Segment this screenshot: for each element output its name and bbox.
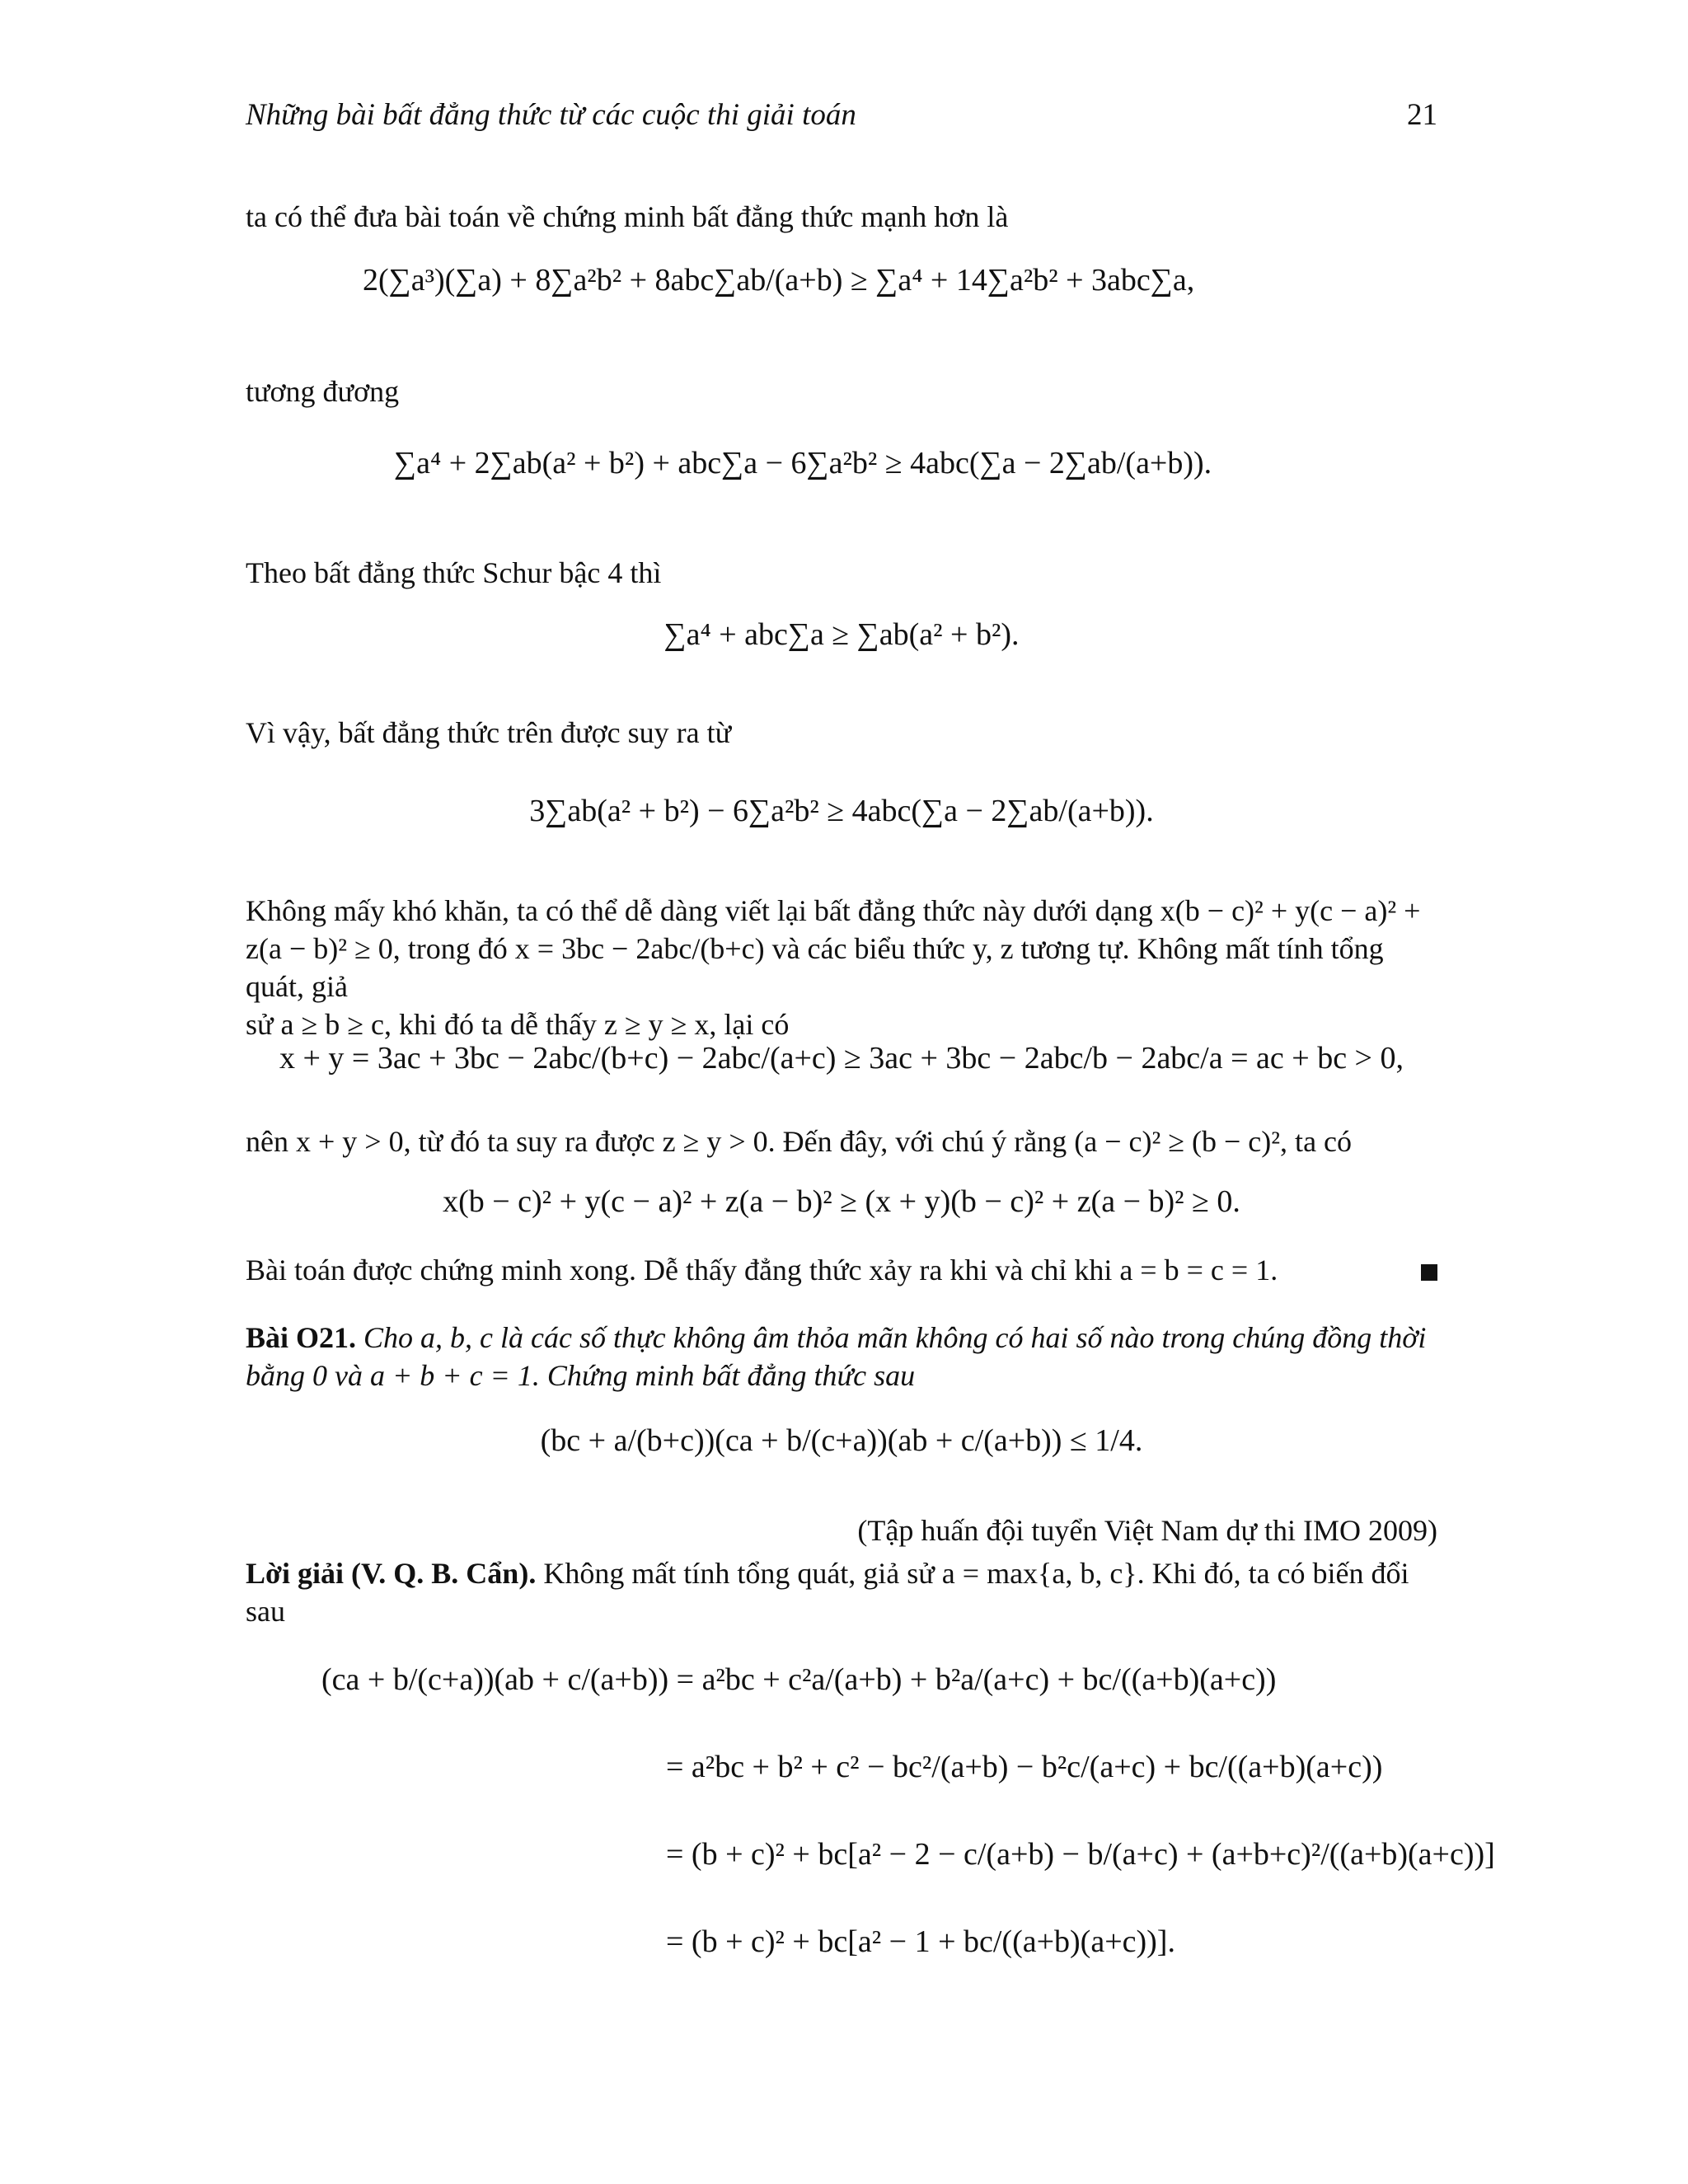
equation-8-line-2	[666, 1749, 1382, 1785]
paragraph-schur-text: Theo bất đẳng thức Schur bậc 4 thì	[246, 556, 662, 589]
solution-text-2: sau	[246, 1595, 285, 1628]
equation-7-text: (bc + a/(b+c))(ca + b/(c+a))(ab + c/(a+b)) ≤ 1/4.	[540, 1423, 1143, 1458]
header-title: Những bài bất đẳng thức từ các cuộc thi giải toán	[246, 98, 856, 132]
paragraph-conclude: nên x + y > 0, từ đó ta suy ra được z ≥ y > 0. Đến đây, với chú ý rằng (a − c)² ≥ (b − c)², ta có	[246, 1125, 1353, 1158]
solution-text-1: Không mất tính tổng quát, giả sử a = max{a, b, c}. Khi đó, ta có biến đổi	[543, 1557, 1409, 1590]
equation-1-text: 2(∑a³)(∑a) + 8∑a²b² + 8abc∑ab/(a+b) ≥ ∑a⁴ + 14∑a²b² + 3abc∑a,	[363, 263, 1195, 298]
solution-line-1	[246, 1554, 1437, 1592]
paragraph-therefore: Vì vậy, bất đẳng thức trên được suy ra từ	[246, 716, 732, 749]
problem-text-1: Cho a, b, c là các số thực không âm thỏa mãn không có hai số nào trong chúng đồng thời	[363, 1321, 1427, 1354]
problem-label: Bài O21.	[246, 1321, 357, 1354]
problem-source: (Tập huấn đội tuyển Việt Nam dự thi IMO 2009)	[857, 1514, 1437, 1547]
running-header	[246, 97, 1437, 138]
equation-3	[246, 616, 1437, 653]
equation-6	[246, 1183, 1437, 1220]
problem-line-2	[246, 1357, 1437, 1394]
equation-7	[246, 1422, 1437, 1459]
paragraph-rewrite-line-3: sử a ≥ b ≥ c, khi đó ta dễ thấy z ≥ y ≥ x, lại có	[246, 1008, 790, 1041]
equation-4	[246, 793, 1437, 829]
equation-8-line-3-text: = (b + c)² + bc[a² − 2 − c/(a+b) − b/(a+c) + (a+b+c)²/((a+b)(a+c))]	[666, 1837, 1495, 1872]
equation-3-text: ∑a⁴ + abc∑a ≥ ∑ab(a² + b²).	[663, 617, 1020, 652]
equation-8-line-1	[321, 1661, 1276, 1698]
paragraph-rewrite-line-1: Không mấy khó khăn, ta có thể dễ dàng viết lại bất đẳng thức này dưới dạng x(b − c)² + y(c − a)² +	[246, 894, 1421, 927]
problem-text-2: bằng 0 và a + b + c = 1. Chứng minh bất đẳng thức sau	[246, 1359, 916, 1392]
equation-5	[246, 1040, 1437, 1076]
paragraph-equivalent: tương đương	[246, 375, 400, 408]
solution-label: Lời giải (V. Q. B. Cẩn).	[246, 1557, 537, 1590]
equation-5-text: x + y = 3ac + 3bc − 2abc/(b+c) − 2abc/(a+c) ≥ 3ac + 3bc − 2abc/b − 2abc/a = ac + bc > 0,	[279, 1041, 1404, 1076]
problem-statement	[246, 1319, 1437, 1394]
qed-square-icon	[1421, 1264, 1437, 1281]
equation-1	[363, 262, 1194, 298]
paragraph-schur	[246, 554, 1437, 592]
equation-8-line-4	[666, 1924, 1175, 1960]
equation-2-text: ∑a⁴ + 2∑ab(a² + b²) + abc∑a − 6∑a²b² ≥ 4abc(∑a − 2∑ab/(a+b)).	[394, 446, 1212, 480]
equation-8-line-3	[666, 1836, 1495, 1872]
paragraph-rewrite-line-2: z(a − b)² ≥ 0, trong đó x = 3bc − 2abc/(b+c) và các biểu thức y, z tương tự. Không mất tính tổng quát, giả	[246, 932, 1384, 1003]
paragraph-rewrite	[246, 892, 1437, 1043]
equation-8-line-2-text: = a²bc + b² + c² − bc²/(a+b) − b²c/(a+c) + bc/((a+b)(a+c))	[666, 1750, 1383, 1784]
equation-8-line-1-text: (ca + b/(c+a))(ab + c/(a+b)) = a²bc + c²a/(a+b) + b²a/(a+c) + bc/((a+b)(a+c))	[321, 1662, 1277, 1697]
equation-6-text: x(b − c)² + y(c − a)² + z(a − b)² ≥ (x + y)(b − c)² + z(a − b)² ≥ 0.	[443, 1184, 1240, 1219]
equation-8-line-4-text: = (b + c)² + bc[a² − 1 + bc/((a+b)(a+c))].	[666, 1924, 1175, 1959]
page-number: 21	[1407, 98, 1437, 132]
equation-4-text: 3∑ab(a² + b²) − 6∑a²b² ≥ 4abc(∑a − 2∑ab/(a+b)).	[529, 794, 1154, 828]
equation-2	[394, 445, 1212, 481]
problem-line-1	[246, 1319, 1437, 1357]
solution-intro	[246, 1554, 1437, 1630]
paragraph-done: Bài toán được chứng minh xong. Dễ thấy đẳng thức xảy ra khi và chỉ khi a = b = c = 1.	[246, 1254, 1278, 1286]
paragraph-intro: ta có thể đưa bài toán về chứng minh bất đẳng thức mạnh hơn là	[246, 200, 1009, 233]
